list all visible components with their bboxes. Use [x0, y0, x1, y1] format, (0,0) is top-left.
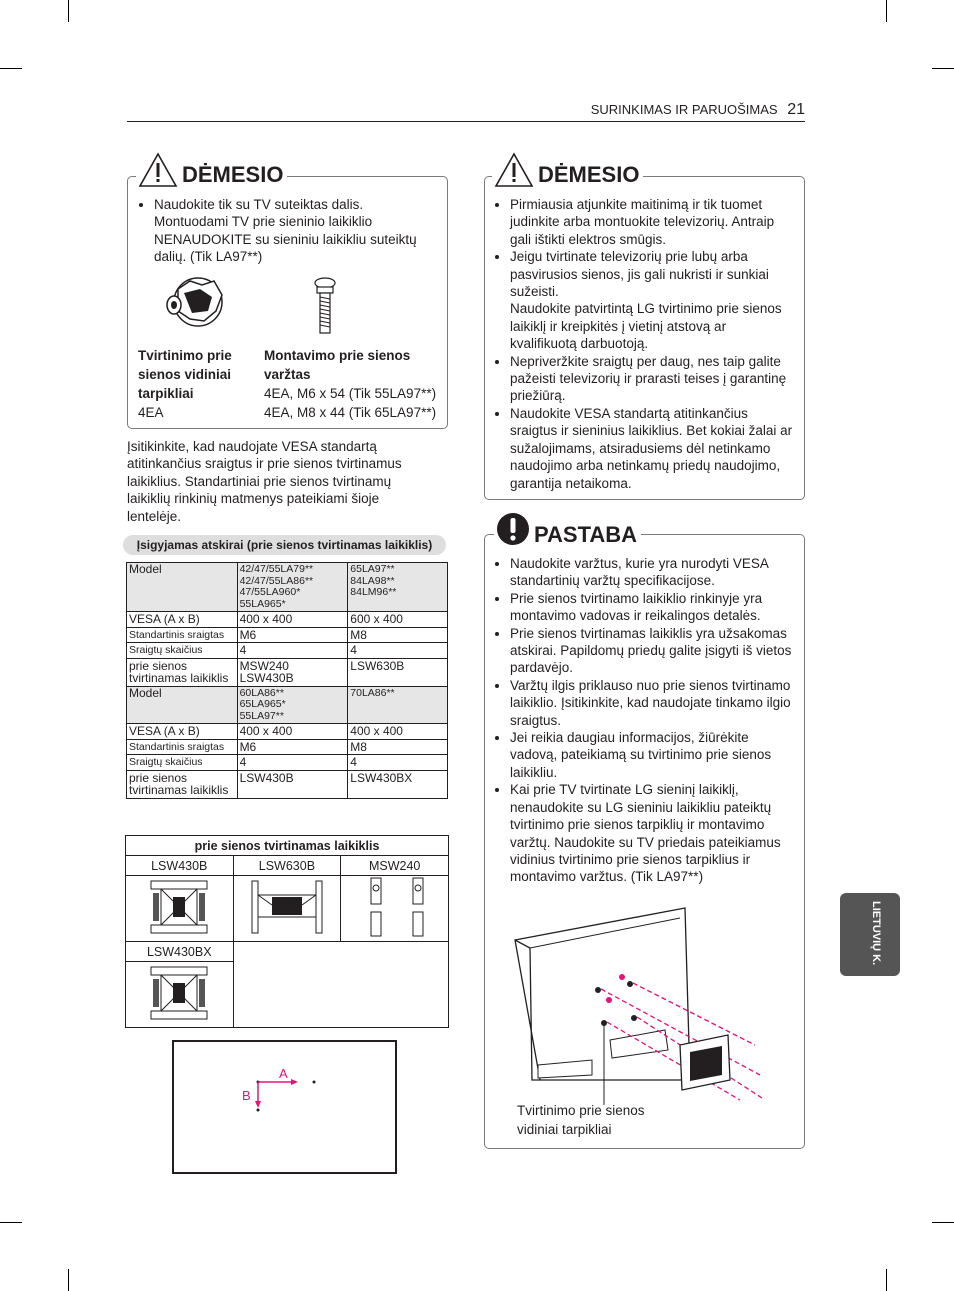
spec-table-cell: 400 x 400 [237, 612, 348, 628]
right-caution-title [492, 152, 643, 188]
left-caution-spacer-header: Tvirtinimo prie sienos vidiniai tarpikliai [138, 348, 232, 401]
right-caution-title-text: DĖMESIO [538, 162, 640, 187]
spec-table-row [127, 686, 448, 724]
wall-mount-table [125, 835, 449, 1028]
spec-table-cell: M8 [348, 627, 448, 643]
spec-table-cell: LSW630B [348, 658, 448, 686]
note-bullet: • Jei reikia daugiau informacijos, žiūrėkite vadovą, pateikiamą su tvirtinimo prie sienos laikikliu. [510, 729, 794, 781]
left-caution-content [138, 196, 438, 266]
note-bullet: • Prie sienos tvirtinamo laikiklio rinkinyje yra montavimo vadovas ir reikalingos detalės. [510, 590, 794, 625]
spec-table-row [127, 658, 448, 686]
right-caution-content [494, 196, 794, 492]
right-caution-bullet: • Pirmiausia atjunkite maitinimą ir tik tuomet judinkite arba montuokite televizorių. Antraip gali ištikti elektros smūgis. [510, 196, 794, 248]
vesa-ab-diagram [172, 1040, 397, 1174]
lsw630b-image [233, 876, 341, 942]
left-caution-bolt-header: Montavimo prie sienos varžtas [264, 348, 411, 382]
note-bullet: • Varžtų ilgis priklauso nuo prie sienos tvirtinamo laikiklio. Įsitikinkite, kad naudojate tinkamo ilgio sraigtus. [510, 677, 794, 729]
label-a: A [279, 1066, 288, 1081]
right-caution-bullet: • Nepriveržkite sraigtų per daug, nes taip galite pažeisti televizorių ir prarasti teises į garantinę priežiūrą. [510, 353, 794, 405]
left-caution-title [136, 152, 287, 188]
crop-mark [886, 1269, 887, 1291]
crop-mark [68, 1269, 69, 1291]
left-caution-title-text: DĖMESIO [182, 162, 284, 187]
spec-table-row [127, 627, 448, 643]
crop-mark [932, 68, 954, 69]
spec-table-cell: 400 x 400 [348, 724, 448, 740]
warning-triangle-icon [138, 152, 178, 188]
header-section: SURINKIMAS IR PARUOŠIMAS [590, 102, 778, 117]
right-caution-bullet-extra: Naudokite patvirtintą LG tvirtinimo prie sienos laikiklį ir kreipkitės į vietinį atstovą ar kvalifikuotą darbuotoją. [510, 301, 782, 352]
spec-table-label: Model [127, 563, 238, 612]
spec-table-label: VESA (A x B) [127, 612, 238, 628]
left-caution-bolt-spec-2: 4EA, M8 x 44 (Tik 65LA97**) [264, 405, 437, 420]
spec-table-label: Sraigtų skaičius [127, 643, 238, 659]
warning-triangle-icon [494, 152, 534, 188]
wall-mount-name: MSW240 [341, 856, 449, 876]
spec-table-cell: 4 [348, 755, 448, 771]
left-caution-spacer-qty: 4EA [138, 405, 164, 420]
crop-mark [0, 68, 22, 69]
spec-table-label: prie sienos tvirtinamas laikiklis [127, 770, 238, 798]
table-banner-text: Įsigyjamas atskirai (prie sienos tvirtinamas laikiklis) [136, 538, 433, 552]
tv-back-illustration [500, 900, 790, 1130]
spec-table-cell: 4 [237, 643, 348, 659]
left-caution-bullet-cont: Montuodami TV prie sieninio laikiklio NENAUDOKITE su sieniniu laikikliu suteiktų dalių. (Tik LA97**) [154, 214, 417, 265]
spec-table [126, 562, 448, 799]
wall-mount-table-title: prie sienos tvirtinamas laikiklis [126, 836, 449, 856]
spec-table-cell: LSW430B [237, 770, 348, 798]
exclamation-circle-icon [496, 512, 530, 546]
spec-table-cell: 400 x 400 [237, 724, 348, 740]
empty-cell [233, 942, 449, 1028]
spec-table-label: VESA (A x B) [127, 724, 238, 740]
spec-table-cell: M6 [237, 627, 348, 643]
spec-table-row [127, 643, 448, 659]
bracket-lsw430b-illustration [147, 877, 211, 937]
running-header [560, 101, 805, 119]
note-bullet: • Naudokite varžtus, kurie yra nurodyti VESA standartinių varžtų specifikacijose. [510, 555, 794, 590]
spec-table-row [127, 563, 448, 612]
spec-table-cell: 60LA86** 65LA965* 55LA97** [237, 686, 348, 724]
language-side-tab-label: LIETUVIŲ K. [870, 901, 882, 966]
spec-table-row [127, 612, 448, 628]
note-bullet: • Prie sienos tvirtinamas laikiklis yra užsakomas atskirai. Papildomų priedų galite įsigyti iš vietos pardavėjo. [510, 625, 794, 677]
right-caution-bullet-text: Jeigu tvirtinate televizorių prie lubų arba pasvirusios sienos, jis gali nukristi ir sunkiai sužeisti. [510, 249, 769, 300]
spec-table-cell: 4 [348, 643, 448, 659]
mounting-bolt-icon [310, 275, 340, 337]
spec-table-label: Standartinis sraigtas [127, 739, 238, 755]
bracket-lsw430bx-illustration [147, 963, 211, 1023]
language-side-tab [840, 893, 900, 976]
wall-mount-name: LSW430B [126, 856, 234, 876]
note-bullet: • Kai prie TV tvirtinate LG sieninį laikiklį, nenaudokite su LG sieniniu laikikliu pateiktų tvirtinimo prie sienos tarpiklių ir montavimo varžtų. Naudokite su TV priedais pateikiamus vidinius tvirtinimo prie sienos tarpiklius ir montavimo varžtus. (Tik LA97**) [510, 781, 794, 885]
spec-table-row [127, 739, 448, 755]
bracket-msw240-illustration [355, 876, 435, 938]
spec-table-label: Sraigtų skaičius [127, 755, 238, 771]
spec-table-row [127, 724, 448, 740]
header-rule [127, 121, 805, 122]
right-caution-bullet [510, 248, 794, 352]
crop-mark [886, 0, 887, 22]
spec-table-row [127, 770, 448, 798]
wall-spacer-icon [160, 275, 230, 330]
spec-table-cell: M8 [348, 739, 448, 755]
spec-table-row [127, 755, 448, 771]
right-caution-bullet: • Naudokite VESA standartą atitinkančius sraigtus ir sieninius laikiklius. Bet kokiai žalai ar sužalojimams, atsiradusiems dėl netinkamo naudojimo arba netinkamų priedų naudojimo, garantija netaikoma. [510, 405, 794, 492]
spec-table-label: Standartinis sraigtas [127, 627, 238, 643]
spec-table-cell: MSW240 LSW430B [237, 658, 348, 686]
spec-table-label: prie sienos tvirtinamas laikiklis [127, 658, 238, 686]
left-caution-bullet: • Naudokite tik su TV suteiktas dalis. [154, 196, 438, 213]
msw240-image [341, 876, 449, 942]
note-title [494, 510, 641, 548]
wall-mount-name: LSW430BX [126, 942, 234, 962]
label-b: B [242, 1088, 251, 1103]
lsw430bx-image [126, 962, 234, 1028]
page-number: 21 [787, 101, 805, 118]
note-title-text: PASTABA [534, 522, 638, 547]
wall-mount-name: LSW630B [233, 856, 341, 876]
spec-table-cell: LSW430BX [348, 770, 448, 798]
lsw430b-image [126, 876, 234, 942]
crop-mark [0, 1222, 22, 1223]
spec-table-cell: 600 x 400 [348, 612, 448, 628]
spec-table-cell: M6 [237, 739, 348, 755]
spec-table-cell: 70LA86** [348, 686, 448, 724]
vesa-ab-arrows [174, 1042, 395, 1172]
crop-mark [932, 1222, 954, 1223]
spec-table-cell: 4 [237, 755, 348, 771]
spec-table-label: Model [127, 686, 238, 724]
bracket-lsw630b-illustration [242, 877, 332, 937]
table-banner [123, 535, 446, 555]
left-caution-bolt-spec-1: 4EA, M6 x 54 (Tik 55LA97**) [264, 386, 437, 401]
note-content [494, 555, 794, 886]
figure-caption: Tvirtinimo prie sienos vidiniai tarpikliai [517, 1103, 645, 1137]
spec-table-cell: 65LA97** 84LA98** 84LM96** [348, 563, 448, 612]
crop-mark [68, 0, 69, 22]
spec-table-cell: 42/47/55LA79** 42/47/55LA86** 47/55LA960* 55LA965* [237, 563, 348, 612]
vesa-paragraph: Įsitikinkite, kad naudojate VESA standartą atitinkančius sraigtus ir prie sienos tvirtinamus laikiklius. Standartiniai prie sienos tvirtinamų laikiklių rinkinių matmenys pateikiami šioje lentelėje. [127, 439, 402, 524]
